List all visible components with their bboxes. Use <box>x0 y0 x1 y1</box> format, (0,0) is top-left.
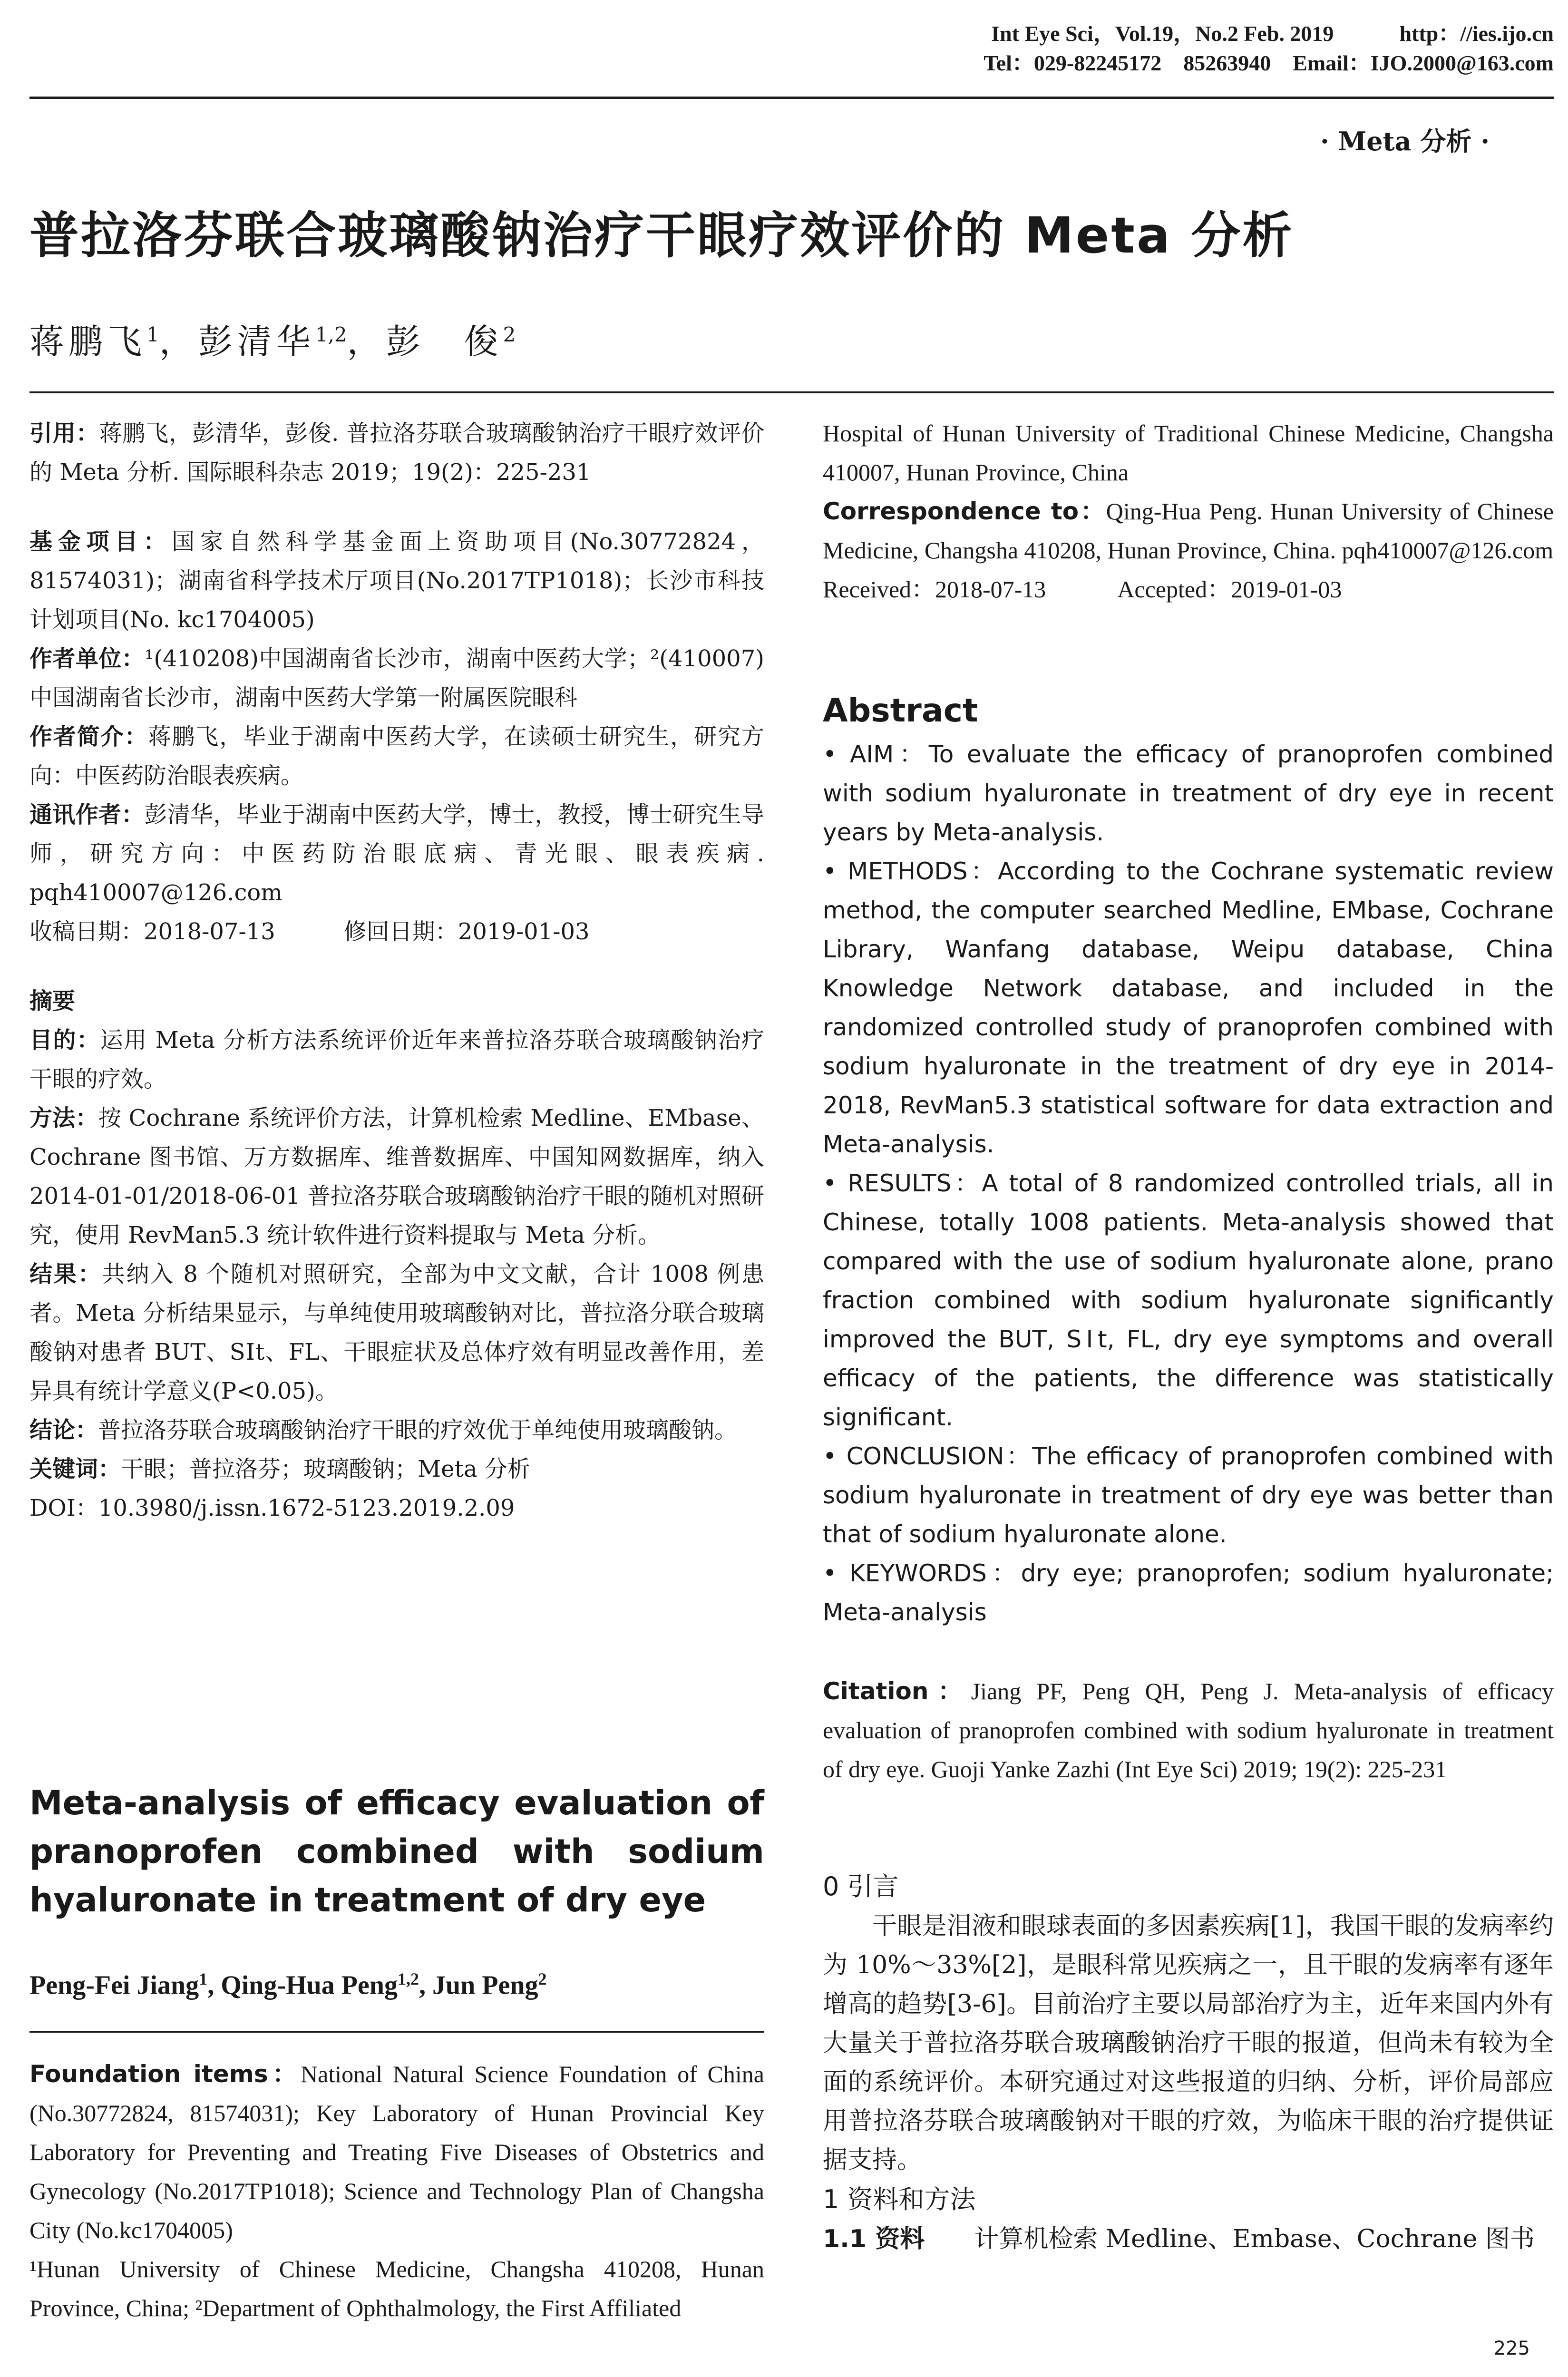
abstract-heading-cn: 摘要 <box>29 988 76 1014</box>
abstract-heading-en: Abstract <box>823 692 978 730</box>
abstract-conclusion-cn: 结论：普拉洛芬联合玻璃酸钠治疗干眼的疗效优于单纯使用玻璃酸钠。 <box>29 1417 738 1443</box>
title-rule <box>29 391 1554 393</box>
corresponding-author-cn: 通讯作者：彭清华，毕业于湖南中医药大学，博士，教授，博士研究生导师，研究方向：中医药防治眼底病、青光眼、眼表疾病. pqh410007@126.com <box>29 801 764 906</box>
abstract-en <box>823 687 1554 1632</box>
affiliation-en-cont: Hospital of Hunan University of Traditional Chinese Medicine, Changsha 410007, Hunan Province, China <box>823 420 1554 486</box>
right-top-block <box>823 414 1554 609</box>
contact-line: Tel：029-82245172 85263940 Email：IJO.2000@163.com <box>984 51 1554 75</box>
main-body <box>823 1867 1554 2259</box>
page-title: 普拉洛芬联合玻璃酸钠治疗干眼疗效评价的 Meta 分析 <box>29 206 1294 264</box>
dates-en: Received：2018-07-13 Accepted：2019-01-03 <box>823 576 1342 603</box>
journal-url[interactable]: http：//ies.ijo.cn <box>1399 21 1554 46</box>
english-title: Meta-analysis of efficacy evaluation of pranoprofen combined with sodium hyaluronate in treatment of dry eye <box>29 1783 764 1919</box>
section-tag: · Meta 分析 · <box>1320 126 1490 156</box>
abstract-aim-en: • AIM：To evaluate the efficacy of pranoprofen combined with sodium hyaluronate in treatment of dry eye in recent years by Meta-analysis. <box>823 740 1554 846</box>
section-0-heading: 0 引言 <box>823 1871 899 1901</box>
journal-line: Int Eye Sci，Vol.19，No.2 Feb. 2019 http：//ies.ijo.cn <box>991 21 1554 46</box>
authors-en: Peng-Fei Jiang$^1$, Qing-Hua Peng$^{1,2}$, Jun Peng$^2$ <box>29 1969 547 2000</box>
journal-header <box>603 19 1554 78</box>
section-1-1: 1.1 资料 计算机检索 Medline、Embase、Cochrane 图书 <box>823 2225 1535 2253</box>
affiliation-en: ¹Hunan University of Chinese Medicine, Changsha 410208, Hunan Province, China; ²Department of Ophthalmology, the First Affiliated <box>29 2256 764 2321</box>
author-rule <box>29 2031 764 2033</box>
affiliation-cn: 作者单位：¹(410208)中国湖南省长沙市，湖南中医药大学；²(410007)中国湖南省长沙市，湖南中医药大学第一附属医院眼科 <box>29 645 764 711</box>
author-bio: 作者简介：蒋鹏飞，毕业于湖南中医药大学，在读硕士研究生，研究方向：中医药防治眼表疾病。 <box>29 723 764 789</box>
citation-cn: 引用：蒋鹏飞，彭清华，彭俊. 普拉洛芬联合玻璃酸钠治疗干眼疗效评价的 Meta 分析. 国际眼科杂志 2019；19(2)：225-231 <box>29 420 764 486</box>
header-rule <box>29 97 1554 99</box>
section-1-heading: 1 资料和方法 <box>823 2184 976 2214</box>
citation-en: Citation：Jiang PF, Peng QH, Peng J. Meta-analysis of efficacy evaluation of pranoprofen combined with sodium hyaluronate in treatment of dry eye. Guoji Yanke Zazhi (Int Eye Sci) 2019; 19(2): 225-231 <box>823 1677 1554 1783</box>
dates-cn: 收稿日期：2018-07-13 修回日期：2019-01-03 <box>29 918 590 945</box>
abstract-results-cn: 结果：共纳入 8 个随机对照研究，全部为中文文献，合计 1008 例患者。Meta 分析结果显示，与单纯使用玻璃酸钠对比，普拉洛分联合玻璃酸钠对患者 BUT、SⅠt、FL、干眼症状及总体疗效有明显改善作用，差异具有统计学意义(P<0.05)。 <box>29 1261 764 1404</box>
page-number: 225 <box>1493 2338 1530 2359</box>
abstract-methods-cn: 方法：按 Cochrane 系统评价方法，计算机检索 Medline、EMbase、Cochrane 图书馆、万方数据库、维普数据库、中国知网数据库，纳入 2014-01-01/2018-06-01 普拉洛芬联合玻璃酸钠治疗干眼的随机对照研究，使用 RevMan5.3 统计软件进行资料提取与 Meta 分析。 <box>29 1105 764 1248</box>
abstract-conclusion-en: • CONCLUSION：The efficacy of pranoprofen combined with sodium hyaluronate in treatment of dry eye was better than that of sodium hyaluronate alone. <box>823 1442 1554 1548</box>
keywords-en: • KEYWORDS：dry eye; pranoprofen; sodium hyaluronate; Meta-analysis <box>823 1559 1554 1626</box>
abstract-results-en: • RESULTS：A total of 8 randomized controlled trials, all in Chinese, totally 1008 patients. Meta-analysis showed that compared with the use of sodium hyaluronate alone, prano fraction combined with sodium hyaluronate significantly improved the BUT, SⅠt, FL, dry eye symptoms and overall efficacy of the patients, the difference was statistically significant. <box>823 1169 1554 1431</box>
intro-paragraph: 干眼是泪液和眼球表面的多因素疾病[1]，我国干眼的发病率约为 10%～33%[2]，是眼科常见疾病之一，且干眼的发病率有逐年增高的趋势[3-6]。目前治疗主要以局部治疗为主，近年来国内外有大量关于普拉洛芬联合玻璃酸钠治疗干眼的报道，但尚未有较为全面的系统评价。本研究通过对这些报道的归纳、分析，评价局部应用普拉洛芬联合玻璃酸钠对干眼的疗效，为临床干眼的治疗提供证据支持。 <box>823 1912 1554 2174</box>
abstract-methods-en: • METHODS：According to the Cochrane systematic review method, the computer searched Medline, EMbase, Cochrane Library, Wanfang database, Weipu database, China Knowledge Network database, and included in the randomized controlled study of pranoprofen combined with sodium hyaluronate in the treatment of dry eye in 2014-2018, RevMan5.3 statistical software for data extraction and Meta-analysis. <box>823 857 1554 1158</box>
left-column <box>29 414 764 1528</box>
foundation-items: Foundation items：National Natural Science Foundation of China (No.30772824, 81574031); Key Laboratory of Hunan Provincial Key Laboratory for Preventing and Treating Five Diseases of Obstetrics and Gynecology (No.2017TP1018); Science and Technology Plan of Changsha City (No.kc1704005) <box>29 2060 764 2243</box>
correspondence-en: Correspondence to：Qing-Hua Peng. Hunan University of Chinese Medicine, Changsha 410208, Hunan Province, China. pqh410007@126.com <box>823 497 1554 564</box>
abstract-aim-cn: 目的：运用 Meta 分析方法系统评价近年来普拉洛芬联合玻璃酸钠治疗干眼的疗效。 <box>29 1027 764 1092</box>
funding-cn: 基金项目：国家自然科学基金面上资助项目(No.30772824，81574031)；湖南省科学技术厅项目(No.2017TP1018)；长沙市科技计划项目(No. kc1704005) <box>29 528 764 633</box>
left-foundation-block <box>29 2055 764 2328</box>
doi[interactable]: DOI：10.3980/j.issn.1672-5123.2019.2.09 <box>29 1495 515 1521</box>
authors-cn: 蒋鹏飞$^1$，彭清华$^{1,2}$，彭 俊$^2$ <box>29 321 516 361</box>
keywords-cn: 关键词：干眼；普拉洛芬；玻璃酸钠；Meta 分析 <box>29 1456 530 1482</box>
